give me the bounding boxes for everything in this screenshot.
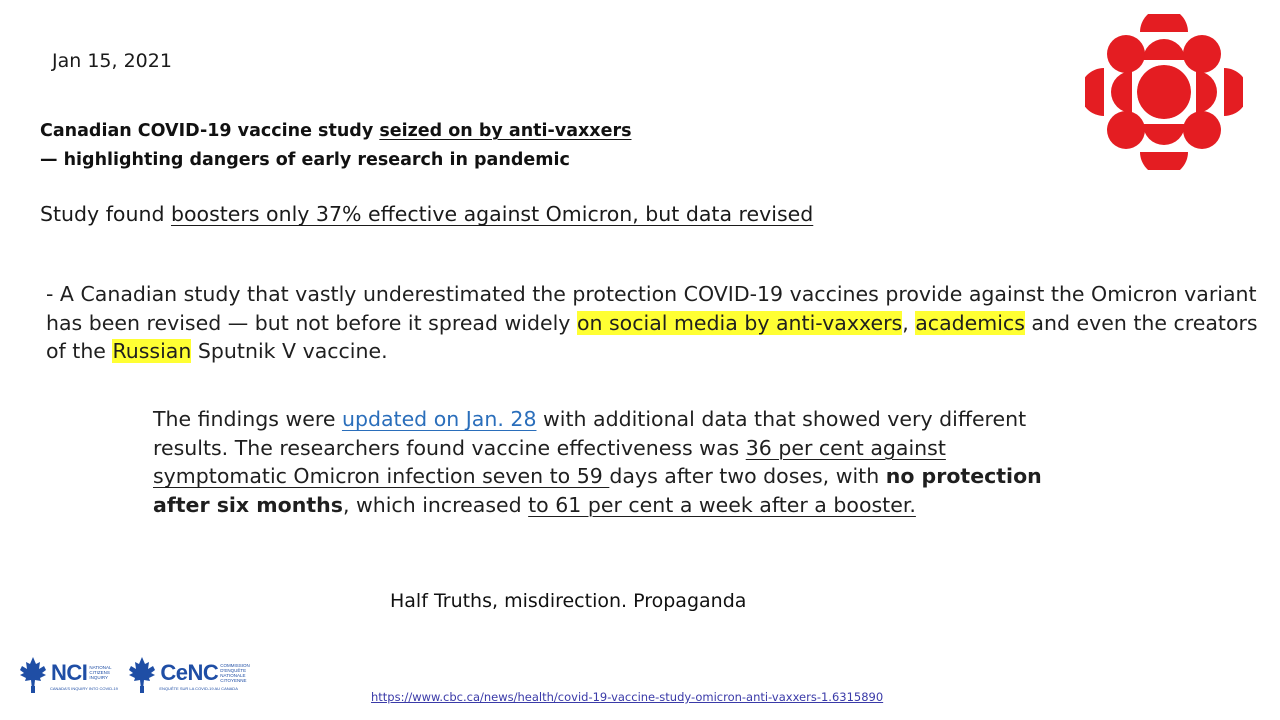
article-date: Jan 15, 2021 bbox=[52, 50, 172, 72]
article-headline bbox=[40, 117, 632, 175]
article-subhead bbox=[40, 202, 813, 226]
paragraph-text: , which increased bbox=[342, 492, 529, 517]
paragraph-text: and even the creators of the bbox=[46, 310, 1258, 363]
nci-name: NCI bbox=[51, 659, 88, 685]
footer-logos bbox=[16, 656, 256, 694]
cbc-logo-outer-right bbox=[1224, 68, 1243, 116]
bold-text: no protection after six months bbox=[153, 464, 1042, 517]
headline-underlined-text: seized on by anti-vaxxers bbox=[379, 121, 632, 141]
nci-tagline: NATIONAL CITIZENS INQUIRY bbox=[89, 665, 112, 680]
cenc-motto: ENQUÊTE SUR LA COVID-19 AU CANADA bbox=[159, 685, 238, 691]
cbc-logo-inner-left bbox=[1111, 71, 1132, 113]
cbc-logo-corner-top-left bbox=[1107, 35, 1145, 73]
cenc-logo bbox=[125, 656, 250, 694]
paragraph-findings bbox=[153, 405, 1073, 519]
cbc-logo-inner-top bbox=[1143, 39, 1185, 60]
source-url-link[interactable]: https://www.cbc.ca/news/health/covid-19-vaccine-study-omicron-anti-vaxxers-1.6315890 bbox=[371, 690, 884, 704]
cbc-logo-center bbox=[1137, 65, 1191, 119]
cenc-name: CeNC bbox=[160, 659, 219, 685]
maple-leaf-icon bbox=[16, 656, 50, 694]
paragraph-text: , bbox=[902, 310, 916, 335]
highlighted-text: academics bbox=[915, 310, 1025, 335]
headline-text: Canadian COVID-19 vaccine study bbox=[40, 121, 380, 141]
cbc-logo-outer-bottom bbox=[1140, 152, 1188, 170]
headline-line-2: — highlighting dangers of early research in pandemic bbox=[40, 150, 570, 170]
cbc-logo-outer-top bbox=[1140, 14, 1188, 32]
cbc-gem-logo bbox=[1085, 14, 1243, 170]
paragraph-text: days after two doses, with bbox=[609, 464, 886, 488]
highlighted-text: on social media by anti-vaxxers bbox=[576, 310, 903, 335]
cbc-logo-corner-top-right bbox=[1183, 35, 1221, 73]
cbc-logo-corner-bottom-right bbox=[1183, 111, 1221, 149]
cenc-tagline: COMMISSION D'ENQUÊTE NATIONALE CITOYENNE bbox=[220, 662, 250, 683]
underlined-text: to 61 per cent a week after a booster. bbox=[528, 492, 916, 517]
headline-line-1 bbox=[40, 117, 632, 146]
underlined-text: 36 per cent against symptomatic Omicron infection seven to 59 bbox=[153, 435, 946, 488]
commentary-tagline: Half Truths, misdirection. Propaganda bbox=[390, 590, 747, 612]
subhead-underlined-text: boosters only 37% effective against Omicron, but data revised bbox=[170, 202, 814, 226]
updated-findings-link[interactable]: updated on Jan. 28 bbox=[341, 407, 537, 431]
maple-leaf-icon bbox=[125, 656, 159, 694]
paragraph-text: Sputnik V vaccine. bbox=[191, 339, 388, 363]
paragraph-text: The findings were bbox=[153, 407, 342, 431]
nci-logo bbox=[16, 656, 119, 694]
paragraph-summary bbox=[46, 280, 1271, 366]
cbc-logo-inner-bottom bbox=[1143, 124, 1185, 145]
highlighted-text: Russian bbox=[112, 339, 192, 363]
subhead-text: Study found bbox=[40, 202, 171, 226]
cbc-logo-corner-bottom-left bbox=[1107, 111, 1145, 149]
paragraph-text: with additional data that showed very different results. The researchers found vaccine effectiveness was bbox=[153, 407, 1027, 460]
cbc-logo-inner-right bbox=[1196, 71, 1217, 113]
cbc-logo-outer-left bbox=[1085, 68, 1104, 116]
nci-motto: CANADA'S INQUIRY INTO COVID-19 bbox=[50, 685, 118, 691]
paragraph-text: - A Canadian study that vastly underestimated the protection COVID-19 vaccines provide against the Omicron variant has been revised — but not before it spread widely bbox=[46, 282, 1257, 335]
